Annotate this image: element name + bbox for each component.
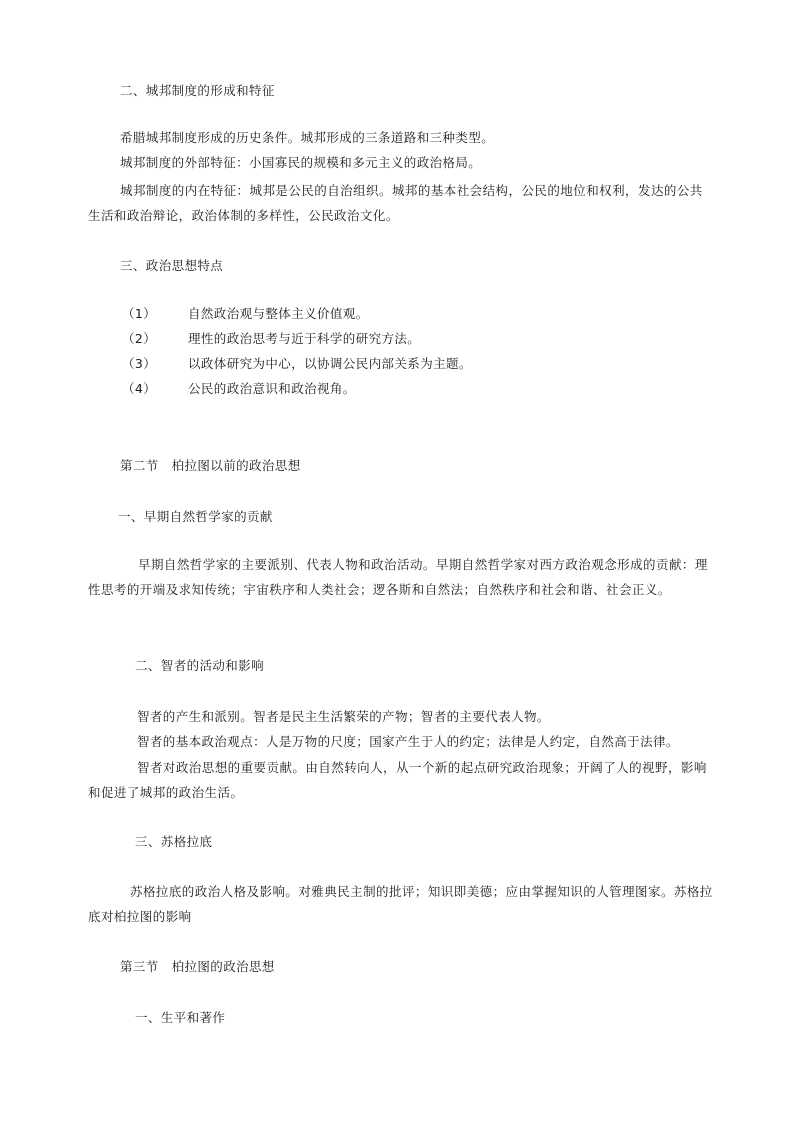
list-item-number: （3） [122,356,157,371]
paragraph: 希腊城邦制度形成的历史条件。城邦形成的三条道路和三种类型。 [120,130,495,145]
section-heading: 二、智者的活动和影响 [135,658,265,673]
paragraph: 智者对政治思想的重要贡献。由自然转向人，从一个新的起点研究政治现象；开阔了人的视野，影响和促进了城邦的政治生活。 [88,760,707,800]
list-item [122,355,472,373]
list-item-text: 理性的政治思考与近于科学的研究方法。 [188,331,421,346]
list-item-text: 公民的政治意识和政治视角。 [188,381,356,396]
list-item [122,305,369,323]
section-heading: 二、城邦制度的形成和特征 [120,83,275,98]
paragraph: 智者的产生和派别。智者是民主生活繁荣的产物；智者的主要代表人物。 [137,709,550,724]
section-heading: 一、早期自然哲学家的贡献 [118,509,273,524]
paragraph: 智者的基本政治观点：人是万物的尺度；国家产生于人的约定；法律是人约定，自然高于法律。 [137,734,679,749]
section-heading: 一、生平和著作 [135,1010,226,1025]
paragraph: 城邦制度的内在特征：城邦是公民的自治组织。城邦的基本社会结构，公民的地位和权利，发达的公共生活和政治辩论，政治体制的多样性，公民政治文化。 [88,183,703,223]
paragraph: 早期自然哲学家的主要派别、代表人物和政治活动。早期自然哲学家对西方政治观念形成的贡献：理性思考的开端及求知传统；宇宙秩序和人类社会；逻各斯和自然法；自然秩序和社会和谐、社会正义。 [88,557,708,597]
list-item-text: 自然政治观与整体主义价值观。 [188,306,369,321]
paragraph: 城邦制度的外部特征：小国寡民的规模和多元主义的政治格局。 [120,155,482,170]
list-item-number: （4） [122,381,157,396]
list-item-number: （2） [122,331,157,346]
chapter-title: 第三节 柏拉图的政治思想 [120,959,275,974]
list-item-number: （1） [122,306,157,321]
list-item [122,330,420,348]
list-item-text: 以政体研究为中心，以协调公民内部关系为主题。 [188,356,472,371]
section-heading: 三、政治思想特点 [120,258,224,273]
paragraph: 苏格拉底的政治人格及影响。对雅典民主制的批评；知识即美德；应由掌握知识的人管理图家。苏格拉底对柏拉图的影响 [88,884,713,924]
list-item [122,380,356,398]
section-heading: 三、苏格拉底 [135,834,213,849]
chapter-title: 第二节 柏拉图以前的政治思想 [120,458,301,473]
